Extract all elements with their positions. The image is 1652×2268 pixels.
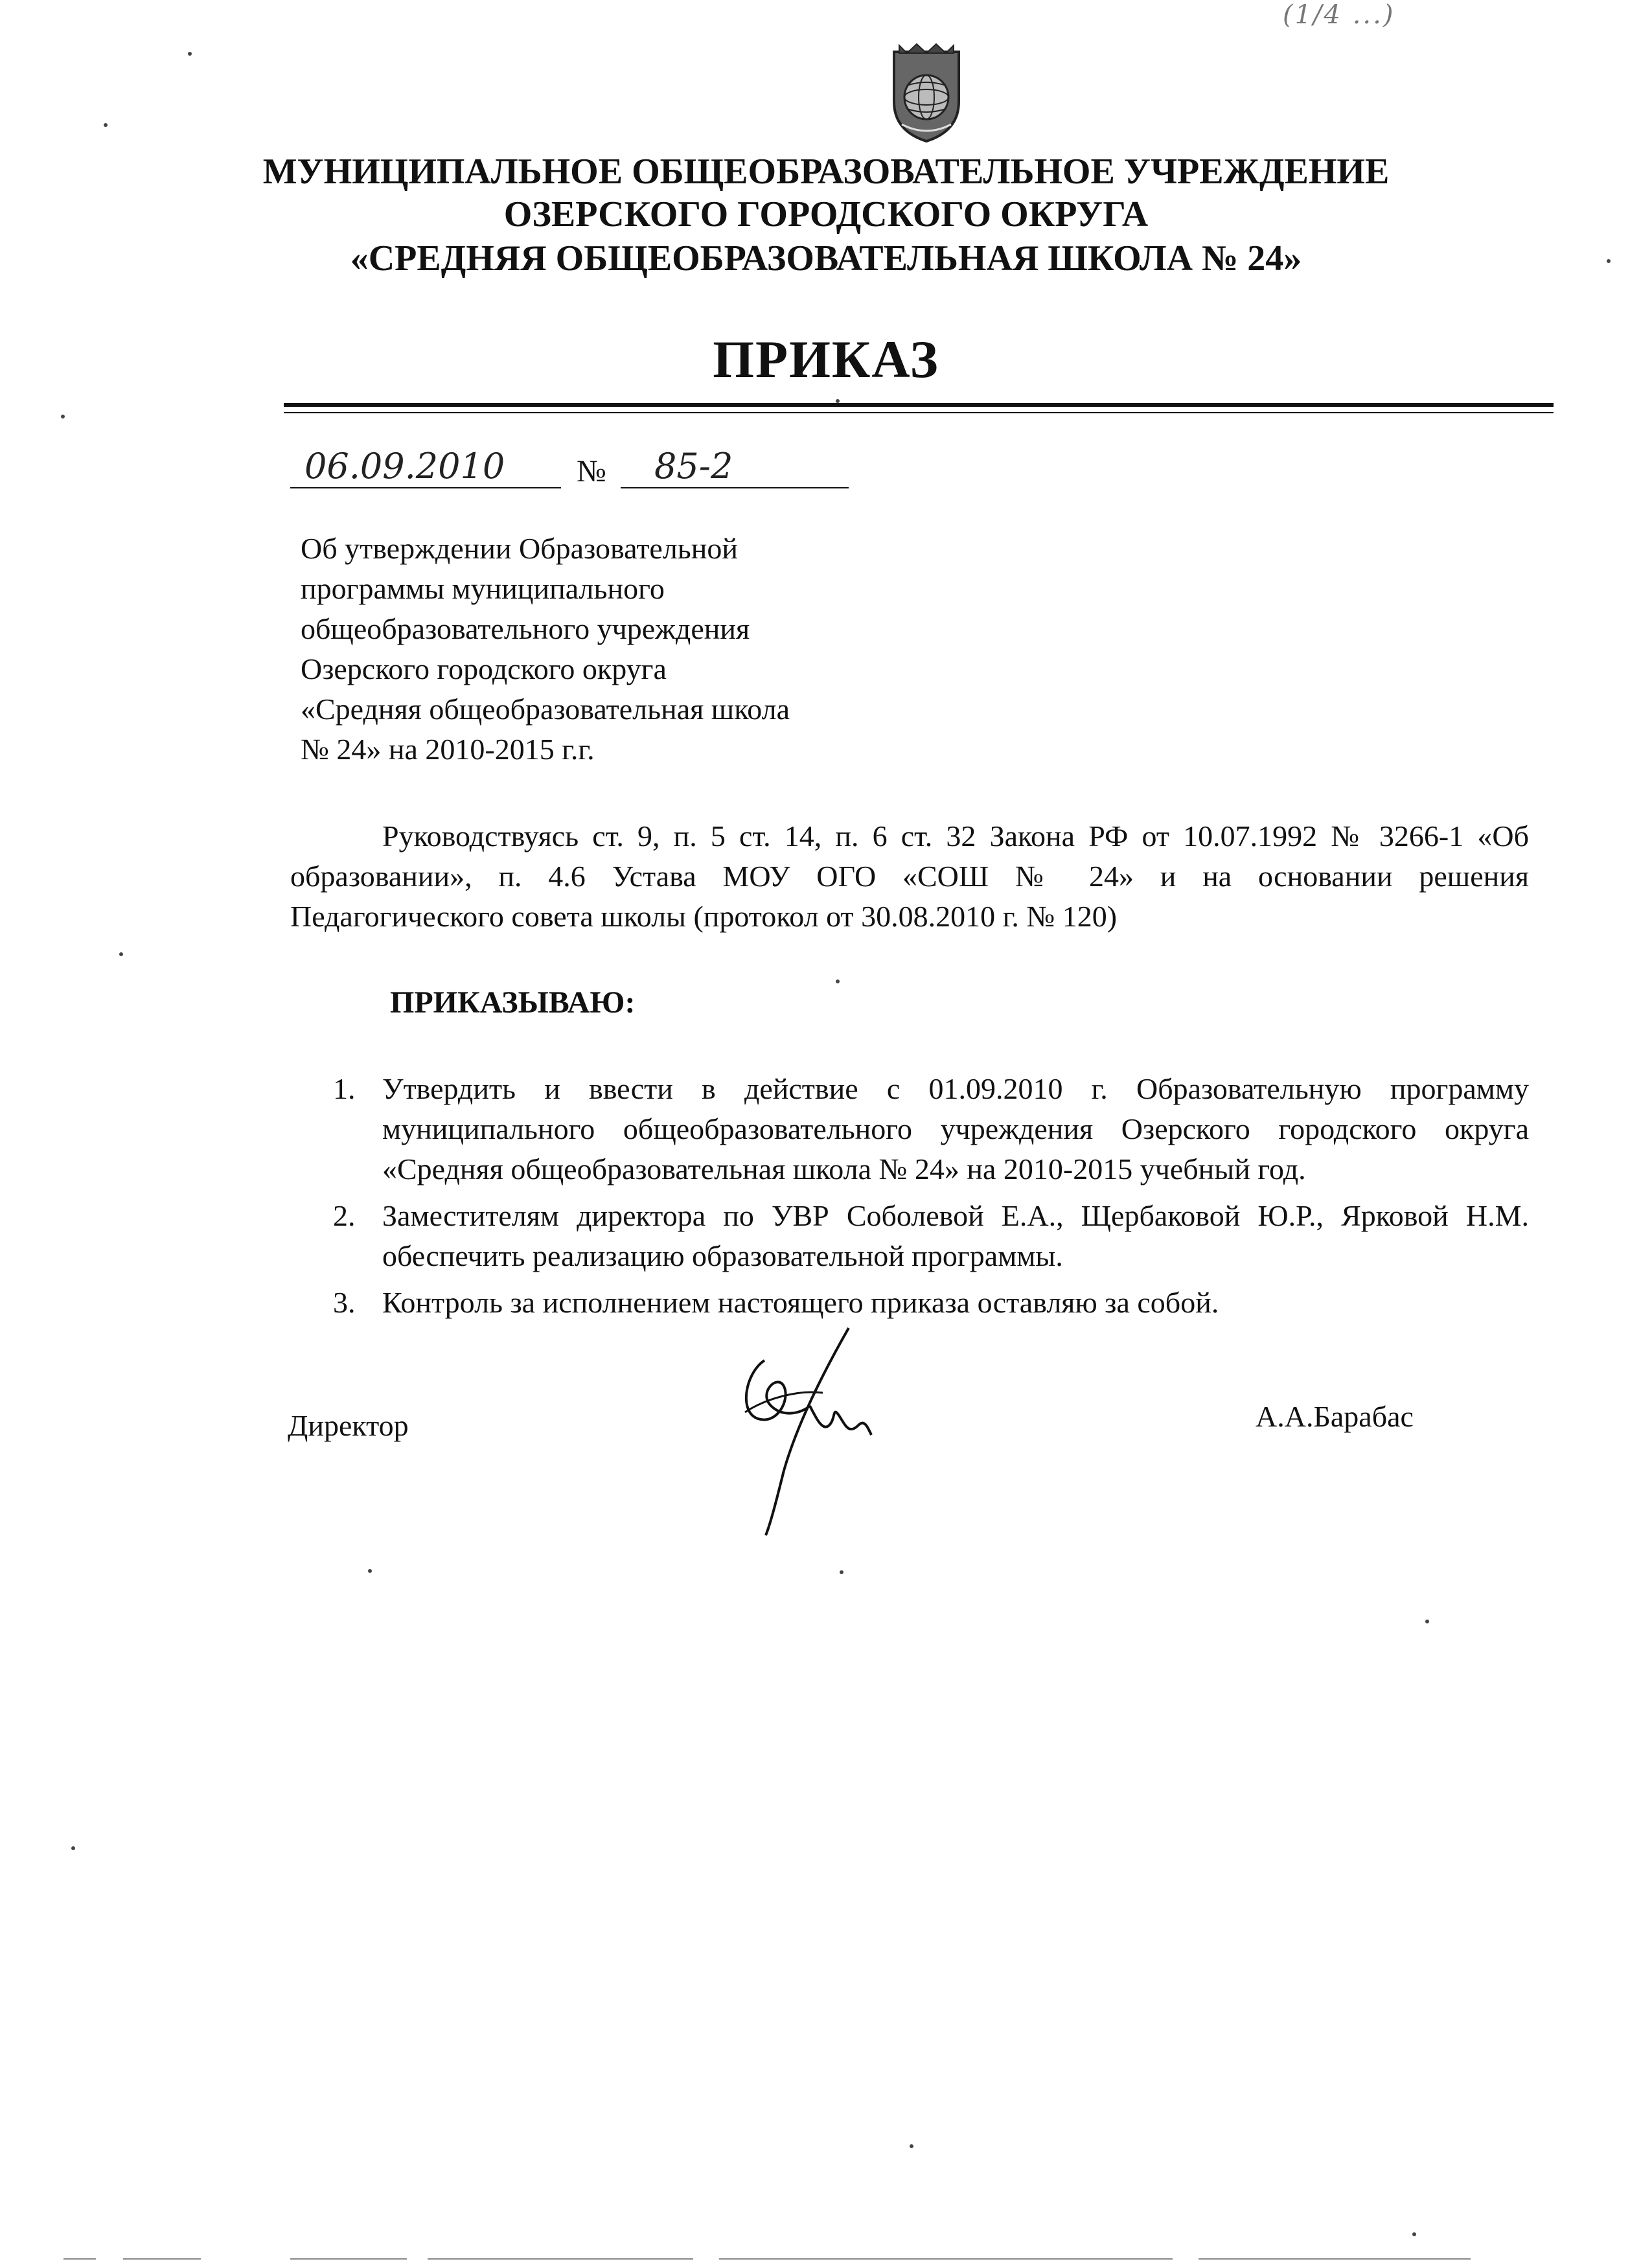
preamble-paragraph: [290, 816, 1529, 937]
scan-speck: [1607, 259, 1611, 263]
order-items-list: [290, 1069, 1529, 1329]
document-title: ПРИКАЗ: [713, 330, 939, 389]
scan-speck: [71, 1846, 75, 1850]
subject-line: общеобразовательного учреждения: [301, 612, 750, 645]
item-line: «Средняя общеобразовательная школа № 24» на 2010-2015 учебный год.: [382, 1152, 1306, 1186]
number-underline: [621, 487, 849, 488]
handwritten-number: 85-2: [654, 446, 733, 487]
date-underline: [290, 487, 561, 488]
item-number: 2.: [333, 1199, 356, 1232]
subject-line: № 24» на 2010-2015 г.г.: [301, 733, 595, 766]
org-name-line-2: ОЗЕРСКОГО ГОРОДСКОГО ОКРУГА: [503, 194, 1149, 235]
item-line: Контроль за исполнением настоящего приказа оставляю за собой.: [382, 1286, 1219, 1319]
subject-line: Озерского городского округа: [301, 652, 667, 685]
item-line: Заместителям директора по УВР Соболевой Е.А., Щербаковой Ю.Р., Ярковой Н.М.: [382, 1199, 1529, 1232]
header-divider-thick: [284, 403, 1554, 407]
subject-line: «Средняя общеобразовательная школа: [301, 693, 790, 726]
corner-scribble: (1/4 ...): [1283, 0, 1395, 30]
signer-position: Директор: [288, 1409, 409, 1442]
item-line: муниципального общеобразовательного учреждения Озерского городского округа: [382, 1112, 1529, 1145]
preamble-line: Руководствуясь ст. 9, п. 5 ст. 14, п. 6 ст. 32 Закона РФ от 10.07.1992 № 3266-1 «Об: [382, 819, 1529, 853]
order-heading: ПРИКАЗЫВАЮ:: [390, 985, 636, 1020]
org-name-line-3: «СРЕДНЯЯ ОБЩЕОБРАЗОВАТЕЛЬНАЯ ШКОЛА № 24»: [350, 238, 1302, 279]
signer-name: А.А.Барабас: [1256, 1400, 1414, 1433]
scan-speck: [188, 52, 192, 56]
list-item: [290, 1283, 1529, 1323]
scan-speck: [910, 2144, 913, 2148]
order-subject: [301, 529, 884, 770]
scan-speck: [836, 979, 840, 983]
scan-speck: [1425, 1620, 1429, 1623]
scan-speck: [104, 123, 108, 127]
scan-edge-mark: [1199, 2258, 1471, 2260]
preamble-line: Педагогического совета школы (протокол от 30.08.2010 г. № 120): [290, 900, 1118, 933]
item-line: обеспечить реализацию образовательной программы.: [382, 1239, 1063, 1272]
subject-line: Об утверждении Образовательной: [301, 532, 739, 565]
list-item: [290, 1196, 1529, 1276]
scan-speck: [1412, 2232, 1416, 2236]
scan-speck: [368, 1569, 372, 1573]
scan-edge-mark: [63, 2258, 96, 2260]
scan-edge-mark: [290, 2258, 407, 2260]
scan-speck: [61, 415, 65, 418]
list-item: [290, 1069, 1529, 1189]
scan-speck: [119, 952, 123, 956]
handwritten-date: 06.09.2010: [304, 446, 505, 487]
scan-edge-mark: [123, 2258, 201, 2260]
item-line: Утвердить и ввести в действие с 01.09.2010 г. Образовательную программу: [382, 1072, 1529, 1105]
item-number: 1.: [333, 1072, 356, 1105]
scan-edge-mark: [719, 2258, 1173, 2260]
preamble-line: образовании», п. 4.6 Устава МОУ ОГО «СОШ № 24» и на основании решения: [290, 860, 1529, 893]
item-number: 3.: [333, 1286, 356, 1319]
scan-speck: [836, 399, 840, 403]
subject-line: программы муниципального: [301, 572, 665, 605]
coat-of-arms-emblem: [888, 40, 965, 144]
handwritten-signature: [719, 1322, 875, 1542]
header-divider-thin: [284, 412, 1554, 413]
org-name-line-1: МУНИЦИПАЛЬНОЕ ОБЩЕОБРАЗОВАТЕЛЬНОЕ УЧРЕЖДЕНИЕ: [262, 152, 1390, 192]
scan-edge-mark: [428, 2258, 693, 2260]
scan-speck: [840, 1570, 843, 1574]
number-sign: №: [577, 454, 606, 488]
